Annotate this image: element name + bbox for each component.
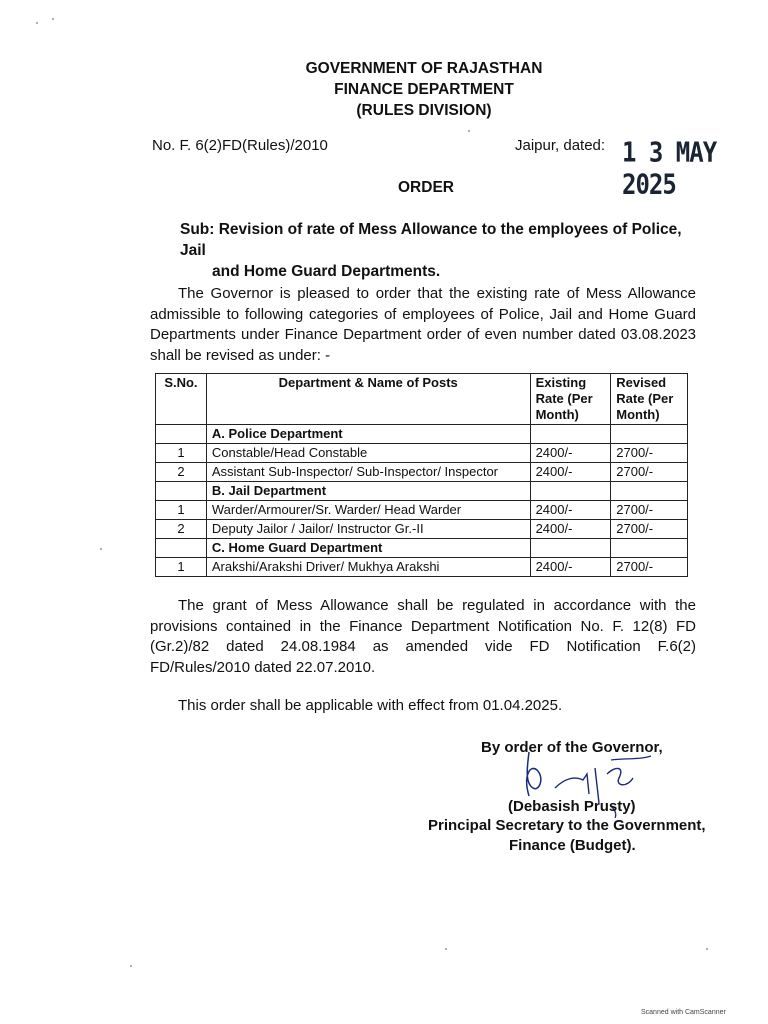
scanner-watermark: Scanned with CamScanner	[641, 1009, 726, 1016]
reference-number: No. F. 6(2)FD(Rules)/2010	[152, 137, 328, 154]
row-existing-rate: 2400/-	[530, 463, 611, 482]
section-existing-cell	[530, 539, 611, 558]
row-sno: 1	[156, 444, 207, 463]
table-section-row	[156, 425, 688, 444]
intro-paragraph: The Governor is pleased to order that the existing rate of Mess Allowance admissible to following categories of employees of Police, Jail and Home Guard Departments under Finance Department order of even number dated 03.08.2023 shall be revised as under: -	[150, 285, 696, 364]
row-sno: 2	[156, 463, 207, 482]
table-body	[156, 425, 688, 577]
section-revised-cell	[611, 425, 688, 444]
row-revised-rate: 2700/-	[611, 444, 688, 463]
row-existing-rate: 2400/-	[530, 501, 611, 520]
header-dept: Department & Name of Posts	[206, 374, 530, 425]
scan-speck	[468, 130, 470, 132]
row-revised-rate: 2700/-	[611, 558, 688, 577]
letterhead	[0, 58, 768, 121]
section-title: B. Jail Department	[206, 482, 530, 501]
section-existing-cell	[530, 425, 611, 444]
row-existing-rate: 2400/-	[530, 520, 611, 539]
row-post: Arakshi/Arakshi Driver/ Mukhya Arakshi	[206, 558, 530, 577]
table-row	[156, 520, 688, 539]
row-sno: 2	[156, 520, 207, 539]
row-sno: 1	[156, 501, 207, 520]
row-post: Warder/Armourer/Sr. Warder/ Head Warder	[206, 501, 530, 520]
signatory-department: Finance (Budget).	[509, 837, 636, 854]
table-row	[156, 444, 688, 463]
effect-paragraph: This order shall be applicable with effect from 01.04.2025.	[178, 697, 563, 714]
scan-speck	[100, 548, 102, 550]
subject	[180, 219, 700, 282]
header-division: (RULES DIVISION)	[356, 102, 492, 119]
row-post: Assistant Sub-Inspector/ Sub-Inspector/ Inspector	[206, 463, 530, 482]
row-post: Constable/Head Constable	[206, 444, 530, 463]
scan-speck	[130, 965, 132, 967]
row-revised-rate: 2700/-	[611, 463, 688, 482]
scan-speck	[36, 22, 38, 24]
section-revised-cell	[611, 482, 688, 501]
section-revised-cell	[611, 539, 688, 558]
subject-line-2: and Home Guard Departments.	[212, 263, 441, 280]
row-revised-rate: 2700/-	[611, 501, 688, 520]
signatory-name: (Debasish Prusty)	[508, 798, 636, 815]
row-existing-rate: 2400/-	[530, 444, 611, 463]
header-revised: Revised Rate (Per Month)	[611, 374, 688, 425]
date-stamp: 1 3 MAY 2025	[622, 136, 717, 201]
section-title: C. Home Guard Department	[206, 539, 530, 558]
subject-line-1: Sub: Revision of rate of Mess Allowance to the employees of Police, Jail	[180, 221, 682, 259]
row-sno: 1	[156, 558, 207, 577]
mess-allowance-table	[155, 373, 688, 577]
header-department: FINANCE DEPARTMENT	[334, 81, 514, 98]
signatory-designation: Principal Secretary to the Government,	[428, 817, 706, 834]
section-title: A. Police Department	[206, 425, 530, 444]
table-section-row	[156, 539, 688, 558]
section-sno-cell	[156, 539, 207, 558]
by-order-line: By order of the Governor,	[481, 739, 663, 756]
header-government: GOVERNMENT OF RAJASTHAN	[305, 60, 543, 77]
header-existing: Existing Rate (Per Month)	[530, 374, 611, 425]
table-row	[156, 558, 688, 577]
table-section-row	[156, 482, 688, 501]
table-row	[156, 463, 688, 482]
row-post: Deputy Jailor / Jailor/ Instructor Gr.-II	[206, 520, 530, 539]
table-header-row	[156, 374, 688, 425]
section-sno-cell	[156, 482, 207, 501]
scan-speck	[52, 18, 54, 20]
section-sno-cell	[156, 425, 207, 444]
table-row	[156, 501, 688, 520]
header-sno: S.No.	[156, 374, 207, 425]
row-existing-rate: 2400/-	[530, 558, 611, 577]
order-title: ORDER	[398, 179, 454, 196]
scan-speck	[706, 948, 708, 950]
scan-speck	[445, 948, 447, 950]
row-revised-rate: 2700/-	[611, 520, 688, 539]
grant-paragraph: The grant of Mess Allowance shall be regulated in accordance with the provisions contained in the Finance Department Notification No. F. 12(8) FD (Gr.2)/82 dated 24.08.1984 as amended vide FD Notification F.6(2) FD/Rules/2010 dated 22.07.2010.	[150, 597, 696, 676]
dated-label: Jaipur, dated:	[515, 137, 606, 154]
section-existing-cell	[530, 482, 611, 501]
